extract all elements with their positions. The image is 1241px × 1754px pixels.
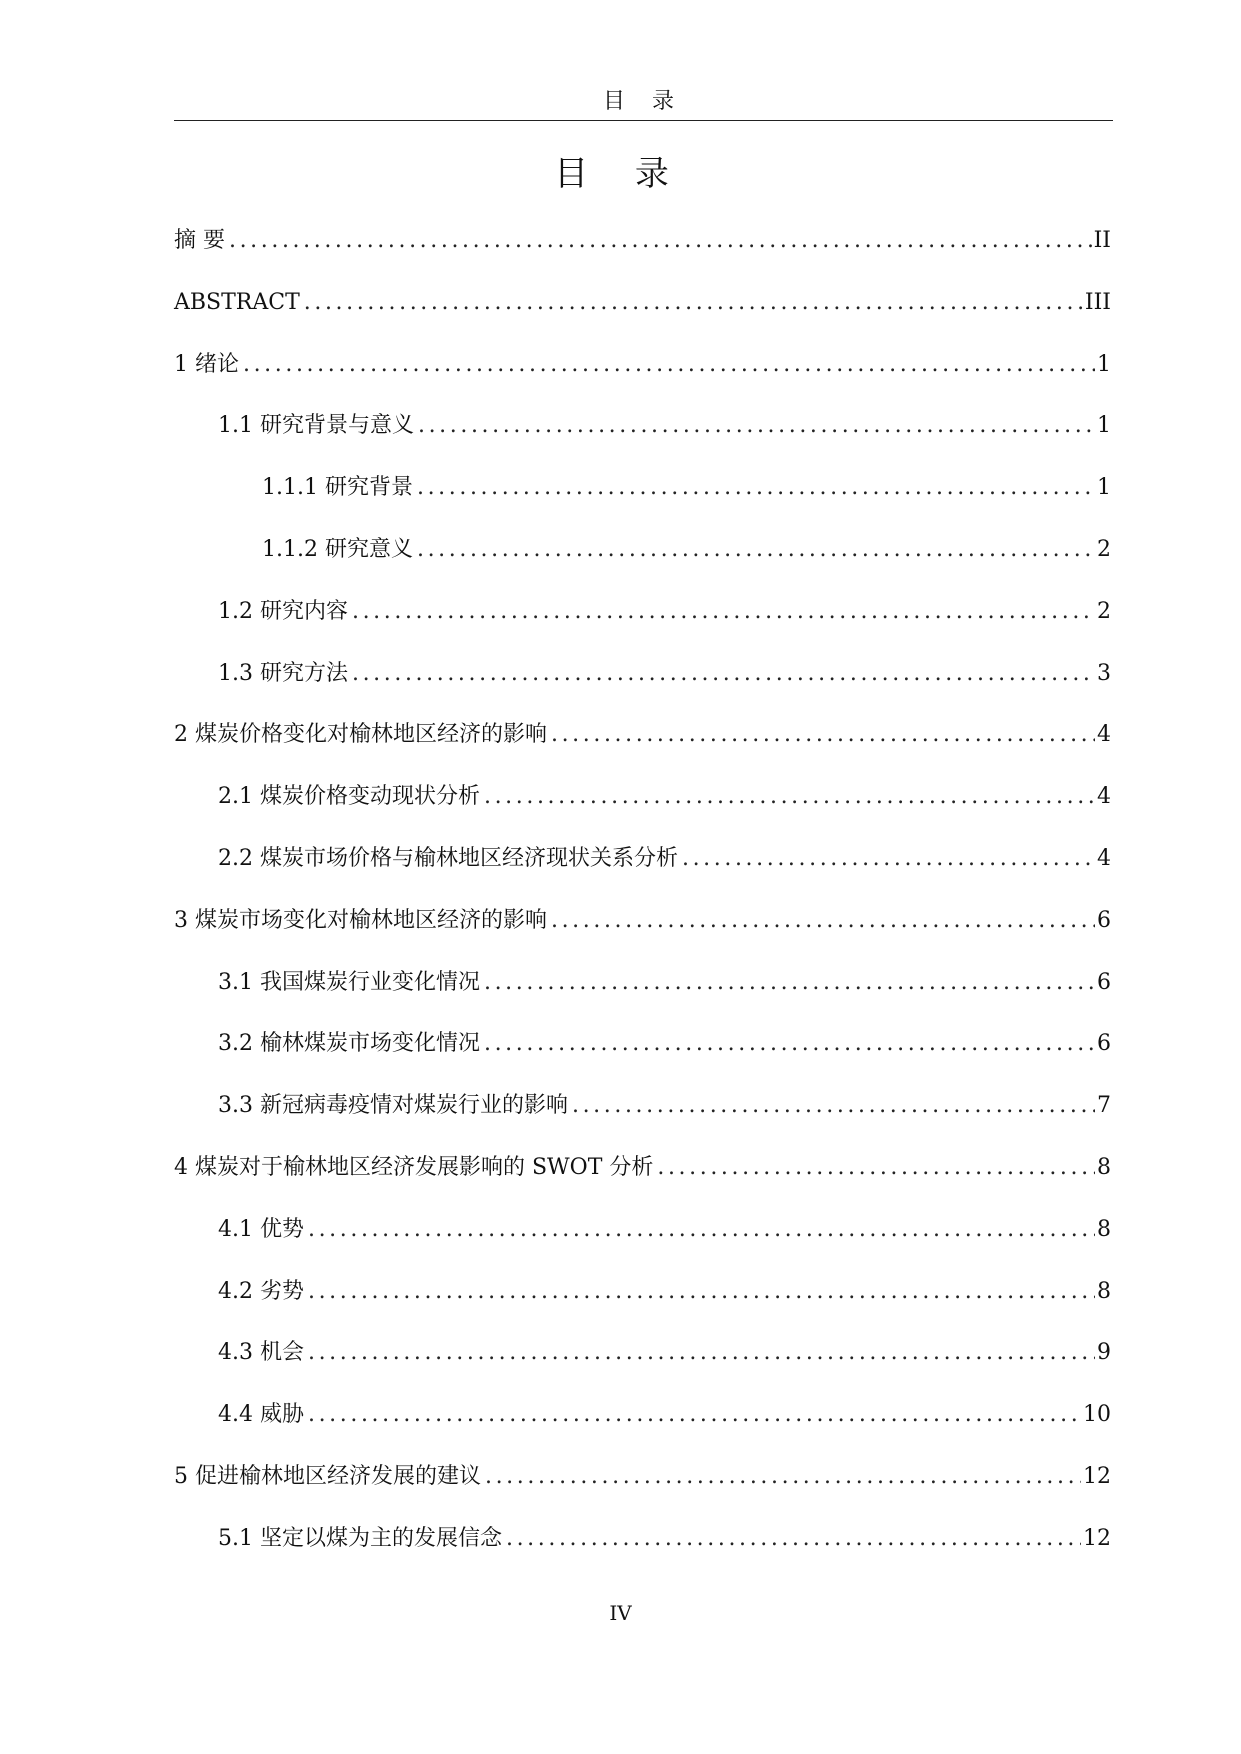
toc-entry[interactable] xyxy=(174,284,1111,318)
toc-leader-dots xyxy=(308,1215,1095,1245)
page-number: IV xyxy=(609,1601,632,1625)
toc-entry[interactable] xyxy=(218,778,1111,812)
toc-entry-label: 1.2 研究内容 xyxy=(218,598,348,624)
toc-entry-page: 1 xyxy=(1097,413,1111,439)
toc-entry[interactable] xyxy=(262,531,1111,565)
toc-entry-page: 4 xyxy=(1097,784,1111,810)
toc-entry[interactable] xyxy=(174,222,1111,256)
toc-leader-dots xyxy=(551,720,1095,750)
toc-entry-label: 3.1 我国煤炭行业变化情况 xyxy=(218,969,480,995)
toc-entry-page: 6 xyxy=(1097,907,1111,933)
running-header: 目 录 xyxy=(603,89,684,114)
toc-entry-label: 2.1 煤炭价格变动现状分析 xyxy=(218,784,480,810)
toc-leader-dots xyxy=(551,906,1095,936)
toc-entry[interactable] xyxy=(174,1149,1111,1183)
toc-entry-page: 3 xyxy=(1097,660,1111,686)
toc-entry[interactable] xyxy=(218,407,1111,441)
toc-entry-label: 5.1 坚定以煤为主的发展信念 xyxy=(218,1525,502,1551)
toc-leader-dots xyxy=(352,659,1095,689)
toc-leader-dots xyxy=(352,597,1095,627)
toc-entry-page: III xyxy=(1084,289,1111,315)
toc-entry[interactable] xyxy=(218,1334,1111,1368)
toc-entry-page: 4 xyxy=(1097,846,1111,871)
toc-leader-dots xyxy=(484,1029,1095,1059)
toc-entry-page: 12 xyxy=(1083,1525,1111,1551)
toc-entry-label: 1 绪论 xyxy=(174,351,239,377)
toc-entry-label: 3.2 榆林煤炭市场变化情况 xyxy=(218,1031,480,1057)
toc-leader-dots xyxy=(484,968,1095,998)
toc-entry-label: 1.1.1 研究背景 xyxy=(262,475,413,501)
toc-entry-page: 2 xyxy=(1097,598,1111,624)
toc-entry-page: 7 xyxy=(1097,1093,1111,1119)
toc-entry-label: 2.2 煤炭市场价格与榆林地区经济现状关系分析 xyxy=(218,846,678,871)
toc-entry-label: 1.1 研究背景与意义 xyxy=(218,413,414,439)
toc-leader-dots xyxy=(657,1153,1095,1183)
toc-entry-page: 2 xyxy=(1097,537,1111,562)
toc-leader-dots xyxy=(304,288,1083,318)
toc-entry[interactable] xyxy=(218,1520,1111,1554)
toc-leader-dots xyxy=(682,844,1095,874)
toc-entry-page: 1 xyxy=(1097,351,1111,377)
toc-entry-page: 6 xyxy=(1097,1031,1111,1057)
toc-entry-page: 4 xyxy=(1097,722,1111,748)
toc-entry-label: 2 煤炭价格变化对榆林地区经济的影响 xyxy=(174,722,547,748)
toc-leader-dots xyxy=(506,1524,1081,1554)
toc-leader-dots xyxy=(308,1277,1095,1307)
toc-entry[interactable] xyxy=(218,655,1111,689)
toc-leader-dots xyxy=(417,535,1095,565)
toc-entry-label: 4.1 优势 xyxy=(218,1216,304,1242)
toc-entry[interactable] xyxy=(174,346,1111,380)
toc-entry-label: 4 煤炭对于榆林地区经济发展影响的 SWOT 分析 xyxy=(174,1155,654,1180)
toc-entry-page: 10 xyxy=(1083,1402,1111,1428)
toc-entry-label: 摘 要 xyxy=(174,228,225,253)
toc-entry-label: 4.3 机会 xyxy=(218,1340,304,1366)
toc-leader-dots xyxy=(308,1338,1095,1368)
toc-entry-page: 8 xyxy=(1097,1278,1111,1304)
toc-entry-page: 8 xyxy=(1097,1216,1111,1242)
toc-entry-page: 8 xyxy=(1097,1155,1111,1180)
toc-entry-label: 1.3 研究方法 xyxy=(218,660,348,686)
toc-entry[interactable] xyxy=(174,716,1111,750)
toc-leader-dots xyxy=(572,1091,1095,1121)
toc-entry-label: 4.4 威胁 xyxy=(218,1402,304,1428)
toc-entry[interactable] xyxy=(218,1211,1111,1245)
toc-leader-dots xyxy=(308,1400,1081,1430)
toc-entry[interactable] xyxy=(218,593,1111,627)
toc-leader-dots xyxy=(243,350,1095,380)
toc-entry-page: 1 xyxy=(1097,475,1111,501)
toc-leader-dots xyxy=(229,226,1092,256)
toc-entry[interactable] xyxy=(218,1273,1111,1307)
toc-title: 目 录 xyxy=(554,154,687,194)
toc-entry[interactable] xyxy=(262,469,1111,503)
toc-entry-label: 5 促进榆林地区经济发展的建议 xyxy=(174,1464,481,1489)
toc-leader-dots xyxy=(485,1462,1081,1492)
toc-leader-dots xyxy=(418,411,1095,441)
toc-entry-label: 4.2 劣势 xyxy=(218,1278,304,1304)
toc-entry[interactable] xyxy=(218,1025,1111,1059)
toc-entry[interactable] xyxy=(174,1458,1111,1492)
toc-entry-label: 3.3 新冠病毒疫情对煤炭行业的影响 xyxy=(218,1093,568,1119)
toc-entry[interactable] xyxy=(218,1087,1111,1121)
toc-entry[interactable] xyxy=(218,964,1111,998)
toc-entry[interactable] xyxy=(218,1396,1111,1430)
toc-entry-label: ABSTRACT xyxy=(174,289,300,315)
header-rule xyxy=(174,120,1113,121)
toc-entry-label: 3 煤炭市场变化对榆林地区经济的影响 xyxy=(174,907,547,933)
toc-leader-dots xyxy=(417,473,1095,503)
toc-entry-page: 9 xyxy=(1097,1340,1111,1366)
toc-entry-page: 12 xyxy=(1083,1464,1111,1489)
toc-entry-page: II xyxy=(1093,228,1111,253)
toc-leader-dots xyxy=(484,782,1095,812)
toc-entry[interactable] xyxy=(218,840,1111,874)
toc-entry[interactable] xyxy=(174,902,1111,936)
toc-entry-page: 6 xyxy=(1097,969,1111,995)
toc-entry-label: 1.1.2 研究意义 xyxy=(262,537,413,562)
